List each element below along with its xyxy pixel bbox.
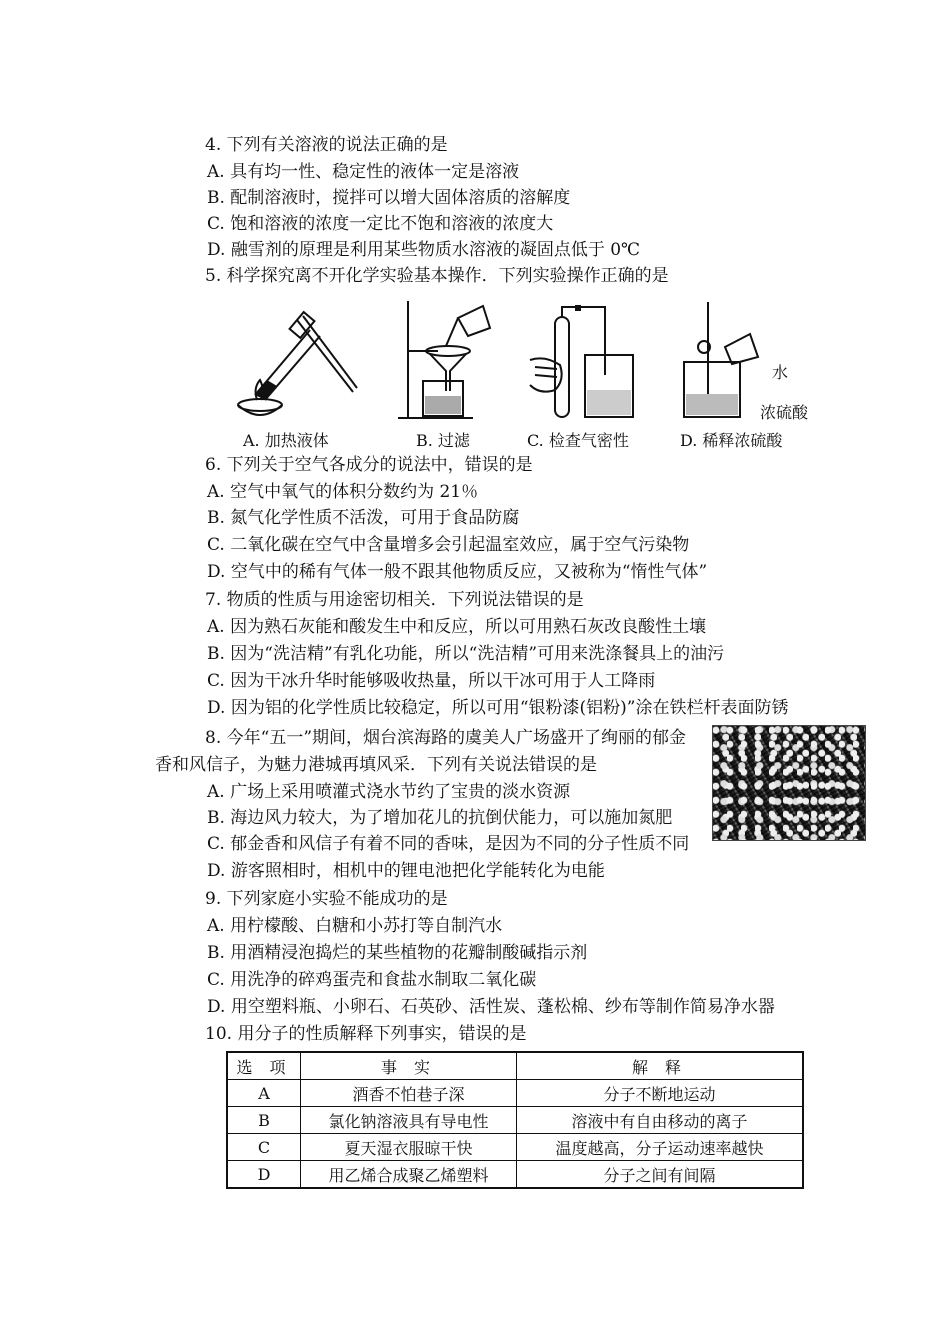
caption-heating-liquid: A. 加热液体	[243, 431, 329, 450]
header-option: 选 项	[227, 1052, 301, 1080]
row-fact: 氯化钠溶液具有导电性	[301, 1107, 517, 1134]
filtration-diagram	[398, 296, 508, 426]
q6-option-b: B. 氮气化学性质不活泼，可用于食品防腐	[207, 508, 520, 528]
row-fact: 夏天湿衣服晾干快	[301, 1134, 517, 1161]
q8-option-d: D. 游客照相时，相机中的锂电池把化学能转化为电能	[207, 861, 605, 881]
q8-option-b: B. 海边风力较大，为了增加花儿的抗倒伏能力，可以施加氮肥	[207, 808, 673, 828]
row-explanation: 分子之间有间隔	[517, 1161, 804, 1189]
q8-option-a: A. 广场上采用喷灌式浇水节约了宝贵的淡水资源	[207, 782, 571, 802]
q5-stem: 5. 科学探究离不开化学实验基本操作．下列实验操作正确的是	[205, 266, 669, 286]
row-fact: 酒香不怕巷子深	[301, 1080, 517, 1107]
heating-liquid-diagram	[225, 300, 365, 425]
q4-stem: 4. 下列有关溶液的说法正确的是	[205, 135, 448, 155]
q4-option-a: A. 具有均一性、稳定性的液体一定是溶液	[207, 162, 520, 182]
q8-stem-line2: 香和风信子，为魅力港城再填风采．下列有关说法错误的是	[155, 755, 597, 775]
caption-airtightness: C. 检查气密性	[527, 431, 629, 450]
q6-option-c: C. 二氧化碳在空气中含量增多会引起温室效应，属于空气污染物	[207, 535, 690, 555]
q4-option-c: C. 饱和溶液的浓度一定比不饱和溶液的浓度大	[207, 214, 554, 234]
table-header-row	[227, 1052, 803, 1080]
q7-option-c: C. 因为干冰升华时能够吸收热量，所以干冰可用于人工降雨	[207, 671, 656, 691]
header-fact: 事 实	[301, 1052, 517, 1080]
q7-option-b: B. 因为“洗洁精”有乳化功能，所以“洗洁精”可用来洗涤餐具上的油污	[207, 644, 725, 664]
q6-stem: 6. 下列关于空气各成分的说法中，错误的是	[205, 455, 533, 475]
q9-stem: 9. 下列家庭小实验不能成功的是	[205, 889, 448, 909]
table-row	[227, 1134, 803, 1161]
q7-option-a: A. 因为熟石灰能和酸发生中和反应，所以可用熟石灰改良酸性土壤	[207, 617, 707, 637]
q9-option-d: D. 用空塑料瓶、小卵石、石英砂、活性炭、蓬松棉、纱布等制作简易净水器	[207, 997, 775, 1017]
q6-option-d: D. 空气中的稀有气体一般不跟其他物质反应，又被称为“惰性气体”	[207, 562, 708, 582]
row-option: B	[227, 1107, 301, 1134]
row-option: D	[227, 1161, 301, 1189]
row-option: C	[227, 1134, 301, 1161]
table-row	[227, 1161, 803, 1189]
caption-dilute-acid: D. 稀释浓硫酸	[680, 431, 783, 450]
label-concentrated-acid: 浓硫酸	[760, 403, 809, 422]
airtightness-check-diagram	[525, 305, 645, 425]
flower-field-photo	[712, 725, 866, 841]
row-option: A	[227, 1080, 301, 1107]
dilute-sulfuric-acid-diagram	[680, 302, 760, 424]
table-row	[227, 1107, 803, 1134]
label-water: 水	[772, 363, 789, 382]
q7-stem: 7. 物质的性质与用途密切相关．下列说法错误的是	[205, 590, 584, 610]
q9-option-b: B. 用酒精浸泡捣烂的某些植物的花瓣制酸碱指示剂	[207, 943, 588, 963]
caption-filtration: B. 过滤	[416, 431, 470, 450]
q8-option-c: C. 郁金香和风信子有着不同的香味，是因为不同的分子性质不同	[207, 834, 690, 854]
facts-table	[226, 1051, 804, 1189]
q9-option-a: A. 用柠檬酸、白糖和小苏打等自制汽水	[207, 916, 503, 936]
header-explanation: 解 释	[517, 1052, 804, 1080]
q6-option-a: A. 空气中氧气的体积分数约为 21％	[207, 482, 479, 502]
row-fact: 用乙烯合成聚乙烯塑料	[301, 1161, 517, 1189]
row-explanation: 分子不断地运动	[517, 1080, 804, 1107]
q7-option-d: D. 因为铝的化学性质比较稳定，所以可用“银粉漆(铝粉)”涂在铁栏杆表面防锈	[207, 698, 789, 718]
q4-option-b: B. 配制溶液时，搅拌可以增大固体溶质的溶解度	[207, 188, 571, 208]
table-row	[227, 1080, 803, 1107]
q9-option-c: C. 用洗净的碎鸡蛋壳和食盐水制取二氧化碳	[207, 970, 537, 990]
q4-option-d: D. 融雪剂的原理是利用某些物质水溶液的凝固点低于 0℃	[207, 240, 641, 260]
q10-stem: 10. 用分子的性质解释下列事实，错误的是	[205, 1024, 527, 1044]
row-explanation: 溶液中有自由移动的离子	[517, 1107, 804, 1134]
q8-stem-line1: 8. 今年“五一”期间，烟台滨海路的虞美人广场盛开了绚丽的郁金	[205, 728, 687, 748]
row-explanation: 温度越高，分子运动速率越快	[517, 1134, 804, 1161]
